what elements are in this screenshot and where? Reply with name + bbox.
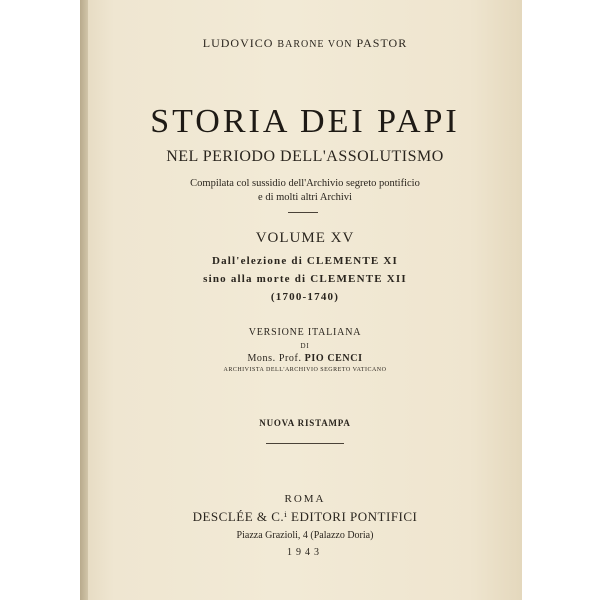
author-last-name: PASTOR: [356, 36, 408, 50]
book-subtitle: NEL PERIODO DELL'ASSOLUTISMO: [166, 148, 444, 165]
divider-rule: [288, 212, 318, 213]
translator-name: PIO CENCI: [304, 353, 363, 364]
range-line2-prefix: sino alla morte di: [203, 273, 307, 285]
translator-line: [88, 353, 522, 364]
book-title: STORIA DEI PAPI: [150, 103, 460, 140]
imprint-city: ROMA: [284, 493, 326, 505]
imprint-address: Piazza Grazioli, 4 (Palazzo Doria): [236, 530, 374, 541]
imprint-publisher: DESCLÉE & C.ⁱ EDITORI PONTIFICI: [192, 509, 418, 524]
translator-title: Mons. Prof.: [247, 353, 302, 364]
translation-version: VERSIONE ITALIANA: [248, 327, 362, 338]
reprint-rule: [266, 443, 344, 444]
author-line: [88, 36, 522, 51]
compiled-note-line2: e di molti altri Archivi: [258, 192, 352, 203]
reprint-note: NUOVA RISTAMPA: [259, 418, 351, 428]
range-line2: [88, 273, 522, 285]
imprint-year: 1943: [287, 547, 323, 558]
range-line2-pope: CLEMENTE XII: [310, 273, 407, 285]
title-page: [88, 0, 522, 600]
range-line1-prefix: Dall'elezione di: [211, 255, 303, 267]
compiled-note-line1: Compilata col sussidio dell'Archivio segreto pontificio: [190, 178, 420, 189]
range-line1: [88, 255, 522, 267]
volume-number: VOLUME XV: [255, 230, 355, 246]
translation-di: DI: [300, 342, 310, 350]
range-line1-pope: CLEMENTE XI: [306, 255, 399, 267]
author-first-name: LUDOVICO: [202, 36, 274, 50]
range-years: (1700-1740): [270, 291, 340, 303]
translator-role: ARCHIVISTA DELL'ARCHIVIO SEGRETO VATICANO: [223, 367, 387, 373]
author-title: BARONE VON: [277, 39, 353, 50]
